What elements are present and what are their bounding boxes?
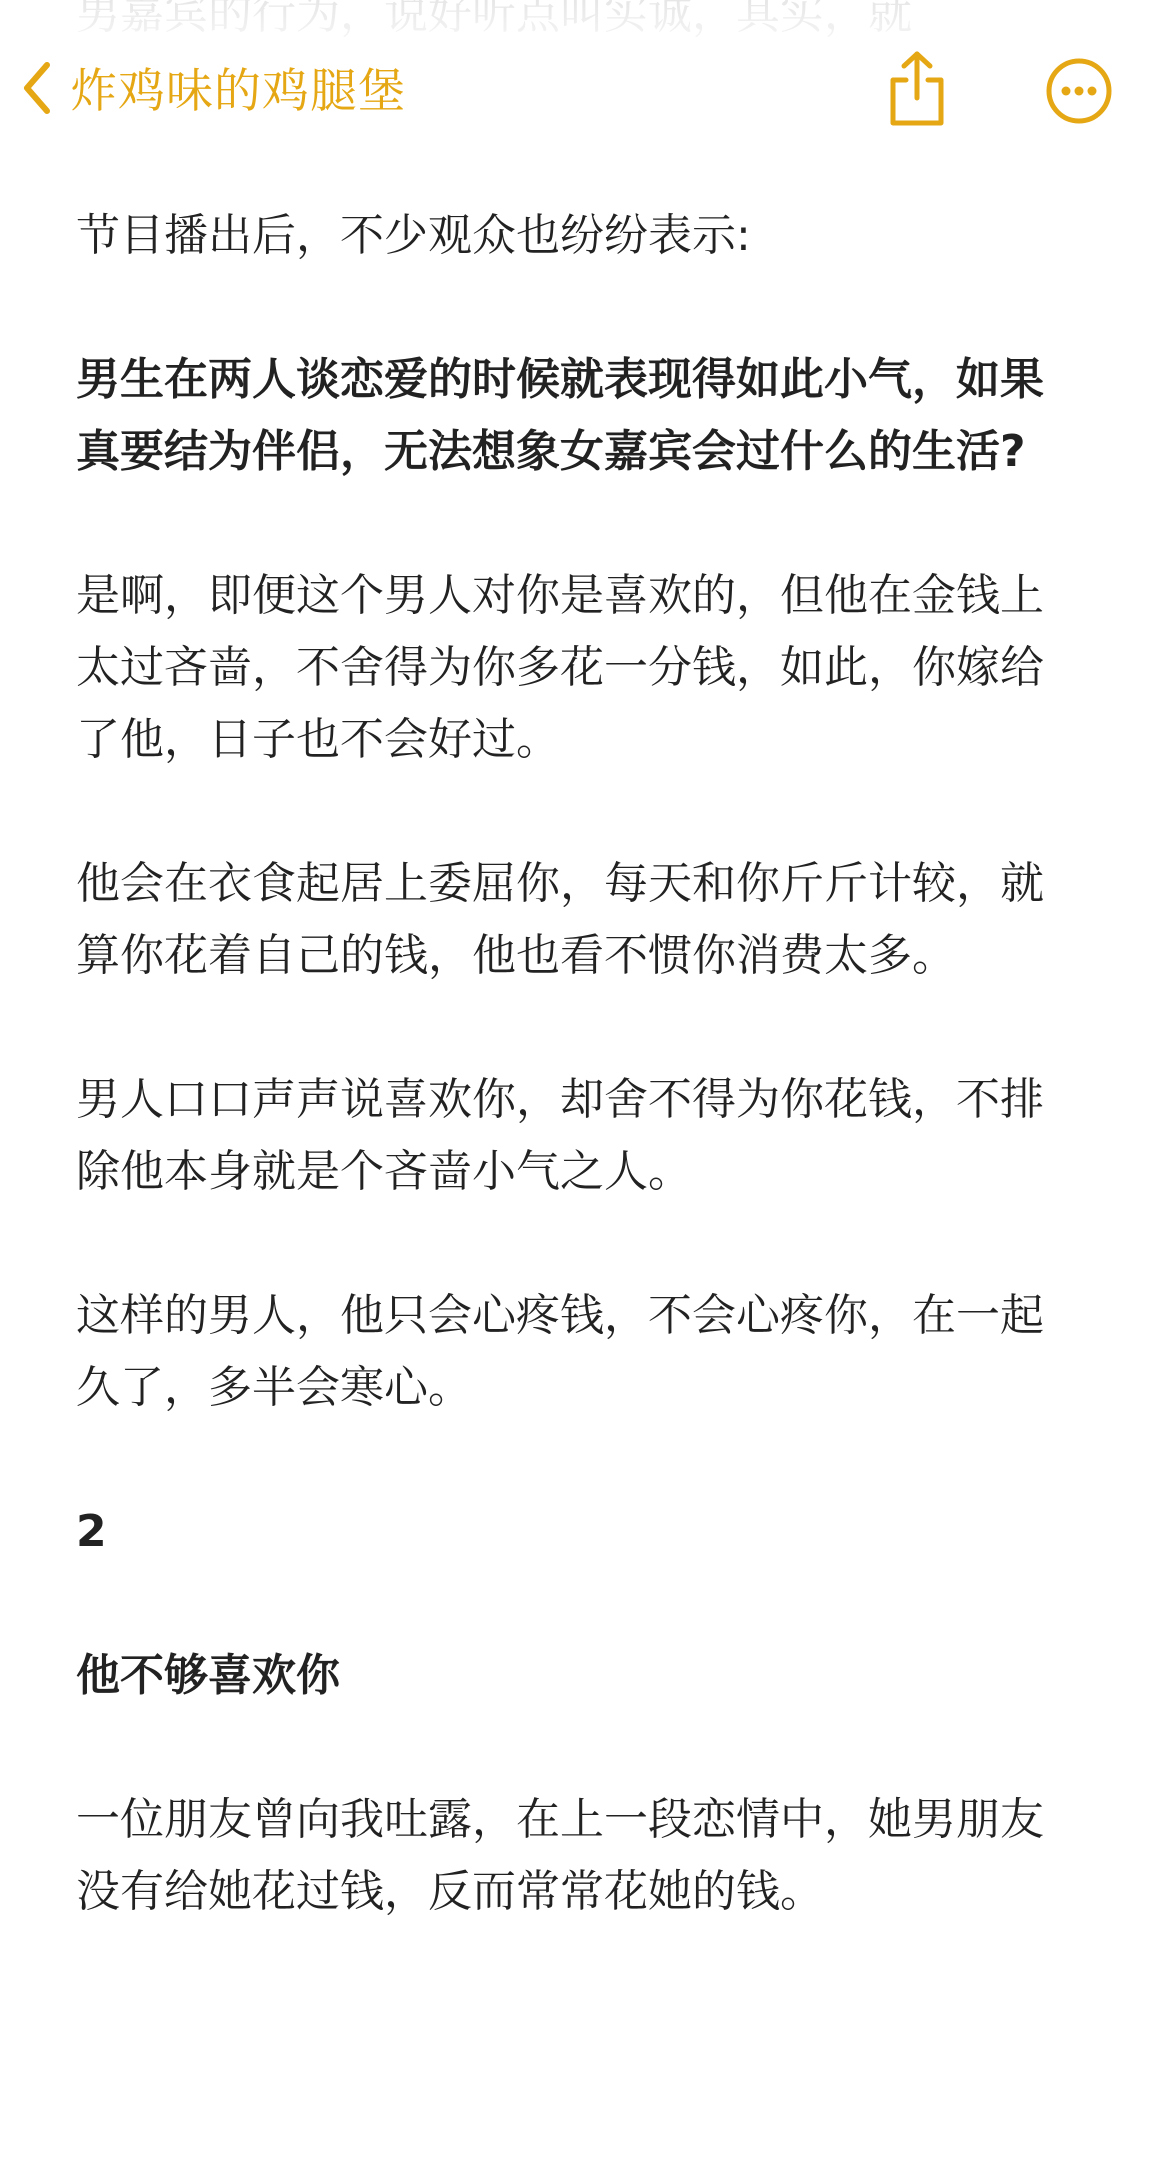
navigation-bar [0,0,1170,175]
chevron-left-icon [22,59,52,117]
paragraph: 节目播出后，不少观众也纷纷表示: [76,210,751,261]
paragraph: 是啊，即便这个男人对你是喜欢的，但他在金钱上太过吝啬，不舍得为你多花一分钱，如此，你嫁给了他，日子也不会好过。 [76,570,1044,765]
note-content[interactable] [76,200,1076,2000]
bold-paragraph: 男生在两人谈恋爱的时候就表现得如此小气，如果真要结为伴侣，无法想象女嘉宾会过什么的生活? [76,354,1044,477]
more-icon[interactable] [1045,57,1113,129]
section-title: 他不够喜欢你 [76,1650,340,1701]
paragraph: 这样的男人，他只会心疼钱，不会心疼你，在一起久了，多半会寒心。 [76,1290,1044,1413]
paragraph: 他会在衣食起居上委屈你，每天和你斤斤计较，就算你花着自己的钱，他也看不惯你消费太多。 [76,858,1044,981]
section-number: 2 [76,1506,107,1557]
share-icon[interactable] [884,50,950,132]
paragraph: 一位朋友曾向我吐露，在上一段恋情中，她男朋友没有给她花过钱，反而常常花她的钱。 [76,1794,1044,1917]
paragraph: 男人口口声声说喜欢你，却舍不得为你花钱，不排除他本身就是个吝啬小气之人。 [76,1074,1044,1197]
back-label: 炸鸡味的鸡腿堡 [70,64,406,119]
back-button[interactable] [22,54,406,121]
